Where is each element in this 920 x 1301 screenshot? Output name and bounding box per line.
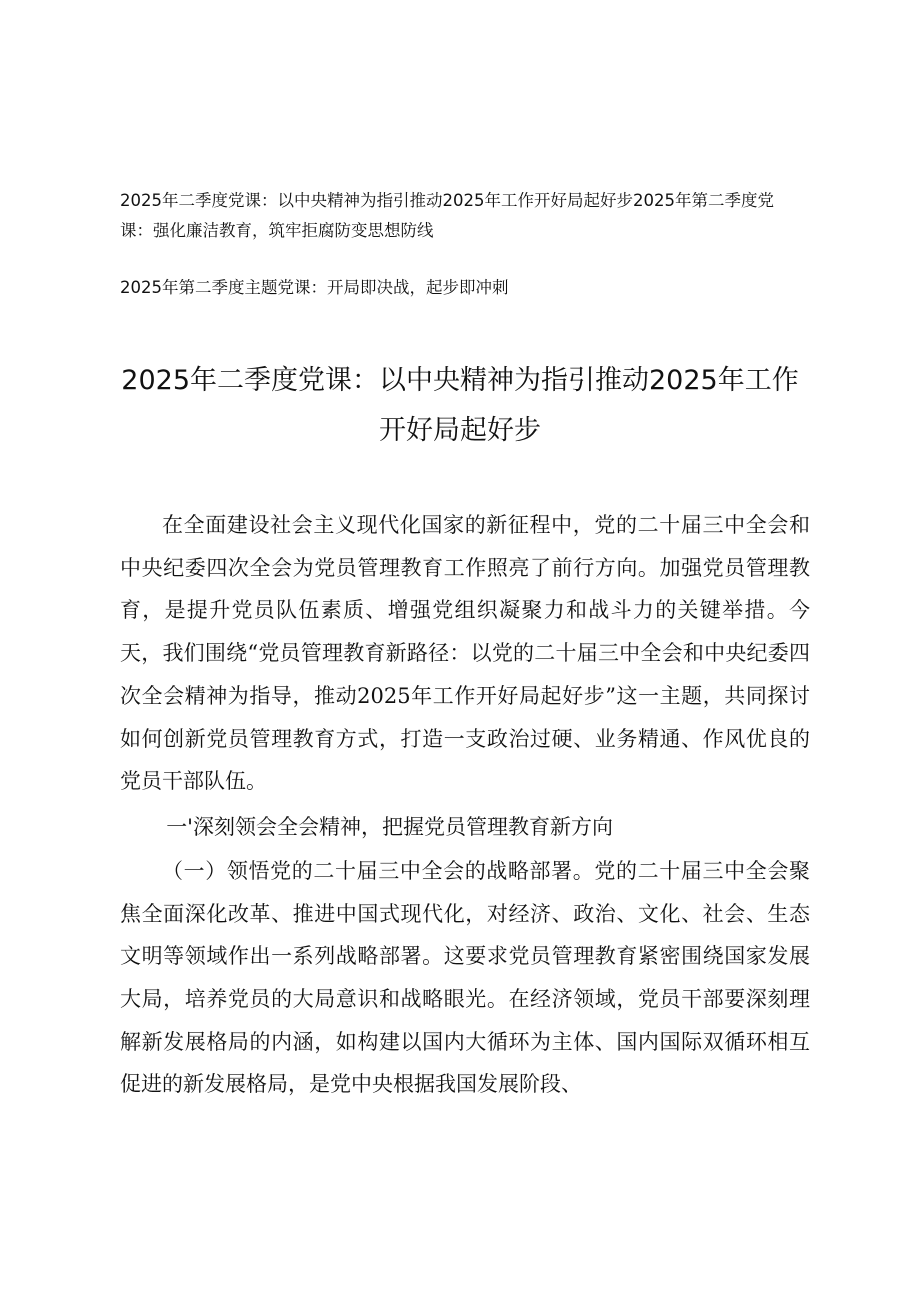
section-heading: 一'深刻领会全会精神，把握党员管理教育新方向 — [166, 814, 613, 839]
title-line: 开好局起好步 — [379, 415, 541, 446]
document-body — [120, 504, 810, 1106]
table-of-contents — [120, 186, 800, 303]
toc-entry: 2025年第二季度主题党课：开局即决战，起步即冲刺 — [120, 278, 509, 297]
title-line: 2025年二季度党课：以中央精神为指引推动2025年工作 — [121, 365, 799, 396]
intro-paragraph: 在全面建设社会主义现代化国家的新征程中，党的二十届三中全会和中央纪委四次全会为党员管理教育工作照亮了前行方向。加强党员管理教育，是提升党员队伍素质、增强党组织凝聚力和战斗力的关键举措。今天，我们围绕“党员管理教育新路径：以党的二十届三中全会和中央纪委四次全会精神为指导，推动2025年工作开好局起好步”这一主题，共同探讨如何创新党员管理教育方式，打造一支政治过硬、业务精通、作风优良的党员干部队伍。 — [120, 513, 810, 794]
toc-entry: 2025年二季度党课：以中央精神为指引推动2025年工作开好局起好步2025年第二季度党课：强化廉洁教育，筑牢拒腐防变思想防线 — [120, 191, 774, 240]
body-paragraph: （一）领悟党的二十届三中全会的战略部署。党的二十届三中全会聚焦全面深化改革、推进中国式现代化，对经济、政治、文化、社会、生态文明等领域作出一系列战略部署。这要求党员管理教育紧密围绕国家发展大局，培养党员的大局意识和战略眼光。在经济领域，党员干部要深刻理解新发展格局的内涵，如构建以国内大循环为主体、国内国际双循环相互促进的新发展格局，是党中央根据我国发展阶段、 — [120, 858, 810, 1097]
document-title — [60, 356, 860, 456]
